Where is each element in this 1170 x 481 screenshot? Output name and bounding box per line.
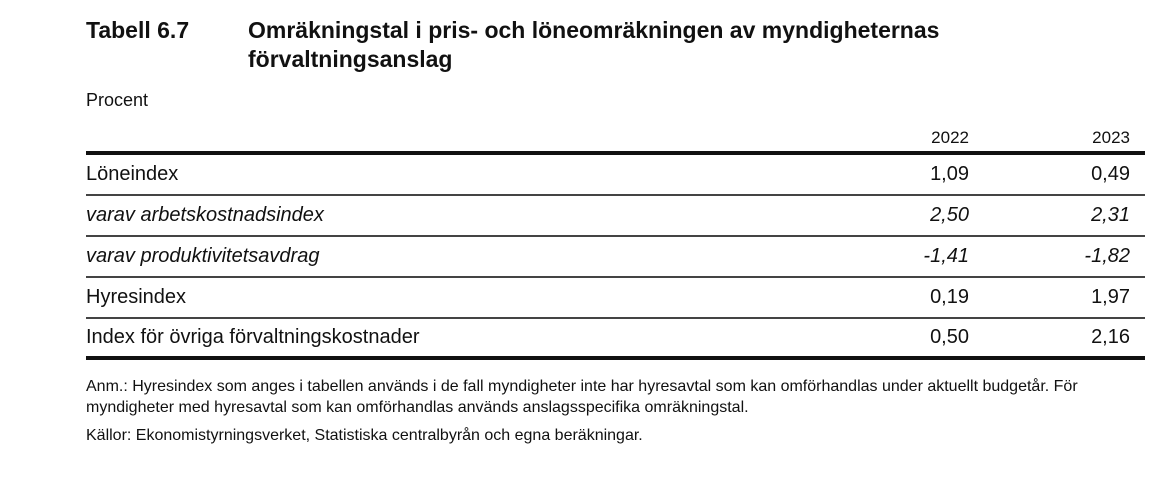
cell-2023: 2,31 bbox=[1091, 204, 1130, 226]
column-header-2023: 2023 bbox=[1092, 128, 1130, 147]
table-row-produktivitetsavdrag bbox=[86, 237, 1145, 278]
row-label: Index för övriga förvaltningskostnader bbox=[86, 326, 420, 348]
cell-2022: 1,09 bbox=[930, 163, 969, 185]
cell-2022: 0,50 bbox=[930, 326, 969, 348]
row-label: Löneindex bbox=[86, 163, 179, 185]
remark-note: Anm.: Hyresindex som anges i tabellen används i de fall myndigheter inte har hyresavtal som kan omförhandlas under aktuellt budgetår. För myndigheter med hyresavtal som kan omförhandlas används anslagsspecifika omräkningstal. bbox=[86, 378, 1078, 416]
table-notes bbox=[86, 376, 1156, 446]
row-label: varav arbetskostnadsindex bbox=[86, 204, 324, 226]
unit-label: Procent bbox=[86, 90, 149, 110]
row-label: varav produktivitetsavdrag bbox=[86, 245, 320, 267]
row-label: Hyresindex bbox=[86, 286, 187, 308]
table-title: Omräkningstal i pris- och löneomräkningen av myndigheternas förvaltningsanslag bbox=[248, 17, 940, 72]
column-header-2022: 2022 bbox=[931, 128, 969, 147]
cell-2023: 2,16 bbox=[1091, 326, 1130, 348]
data-table bbox=[86, 124, 1145, 360]
table-row-ovriga-forvaltningskostnader bbox=[86, 319, 1145, 360]
table-row-arbetskostnadsindex bbox=[86, 196, 1145, 237]
cell-2023: -1,82 bbox=[1084, 245, 1130, 267]
table-row-hyresindex bbox=[86, 278, 1145, 319]
table-header-row bbox=[86, 124, 1145, 155]
cell-2022: 0,19 bbox=[930, 286, 969, 308]
cell-2022: -1,41 bbox=[923, 245, 969, 267]
table-number: Tabell 6.7 bbox=[86, 17, 190, 43]
cell-2023: 1,97 bbox=[1091, 286, 1130, 308]
cell-2022: 2,50 bbox=[930, 204, 969, 226]
table-row-loneindex bbox=[86, 155, 1145, 196]
cell-2023: 0,49 bbox=[1091, 163, 1130, 185]
source-note: Källor: Ekonomistyrningsverket, Statistiska centralbyrån och egna beräkningar. bbox=[86, 427, 643, 444]
